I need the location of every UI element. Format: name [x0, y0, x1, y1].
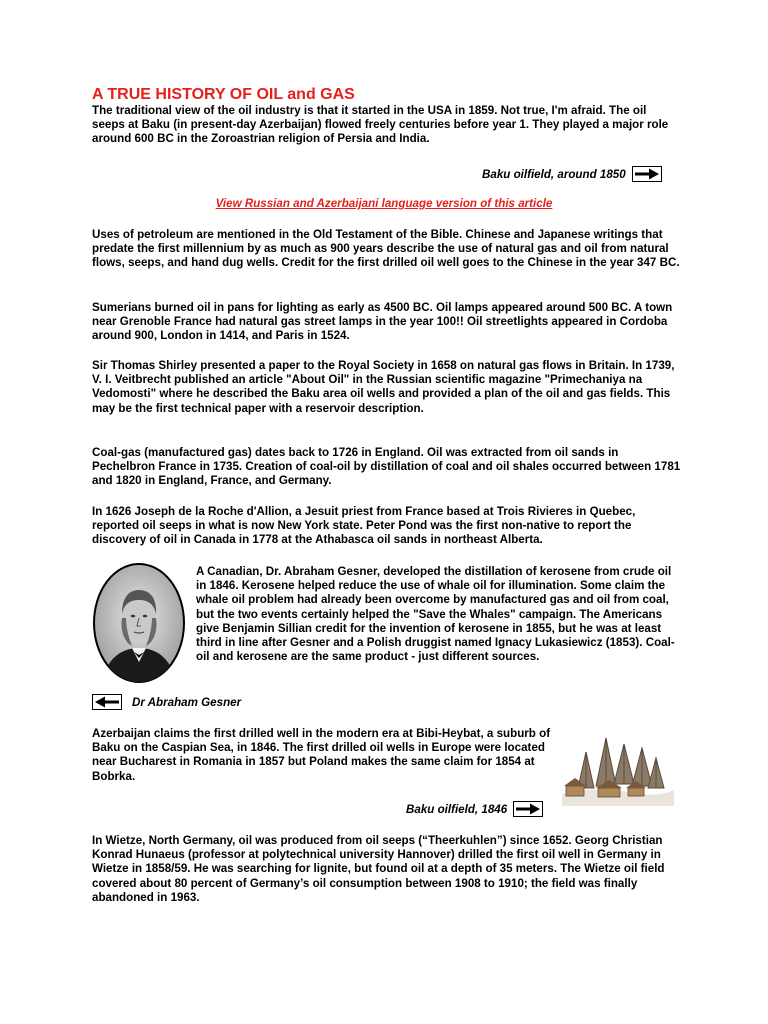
caption-gesner-text: Dr Abraham Gesner [132, 695, 242, 709]
arrow-left-icon[interactable] [92, 694, 122, 710]
caption-gesner[interactable] [92, 694, 241, 710]
caption-baku-1850[interactable] [482, 166, 662, 182]
intro-paragraph: The traditional view of the oil industry is that it started in the USA in 1859. Not true, I'm afraid. The oil seeps at Baku (in present-day Azerbaijan) flowed freely centuries before year 1. They played a major role around 600 BC in the Zoroastrian religion of Persia and India. [92, 104, 669, 146]
language-version-link[interactable]: View Russian and Azerbaijani language version of this article [215, 197, 553, 210]
arrow-right-icon[interactable] [632, 166, 662, 182]
paragraph-sumerians: Sumerians burned oil in pans for lighting as early as 4500 BC. Oil lamps appeared around 500 BC. A town near Grenoble France had natural gas street lamps in the year 100!! Oil streetlights appeared in Cordoba around 900, London in 1414, and Paris in 1524. [92, 301, 673, 343]
paragraph-bible: Uses of petroleum are mentioned in the Old Testament of the Bible. Chinese and Japanese writings that predate the first millennium by as much as 900 years describe the use of natural gas and oil from natural flows, seeps, and hand dug wells. Credit for the first drilled oil well goes to the Chinese in the year 347 BC. [92, 228, 680, 270]
paragraph-shirley: Sir Thomas Shirley presented a paper to the Royal Society in 1658 on natural gas flows in Britain. In 1739, V. I. Veitbrecht published an article "About Oil" in the Russian scientific magazine "Primechaniya na Vedomosti" where he described the Baku area oil wells and provided a plan of the oil and gas fields. This may be the first technical paper with a reservoir description. [92, 359, 675, 415]
caption-baku-1850-text: Baku oilfield, around 1850 [482, 167, 626, 181]
paragraph-azerbaijan: Azerbaijan claims the first drilled well in the modern era at Bibi-Heybat, a suburb of Baku on the Caspian Sea, in 1846. The first drilled oil wells in Europe were located near Bucharest in Romania in 1857 but Poland makes the same claim for 1854 at Bobrka. [92, 727, 551, 783]
caption-baku-1846[interactable] [406, 801, 543, 817]
page-title: A TRUE HISTORY OF OIL and GAS [92, 86, 355, 103]
caption-baku-1846-text: Baku oilfield, 1846 [406, 802, 508, 816]
paragraph-wietze: In Wietze, North Germany, oil was produced from oil seeps (“Theerkuhlen”) since 1652. Georg Christian Konrad Hunaeus (professor at polytechnical university Hannover) drilled the first oil well in Germany in Wietze in 1858/59. He was searching for lignite, but found oil at a depth of 35 meters. The Wietze oil field covered about 80 percent of Germany’s oil consumption between 1908 to 1910; the field was finally abandoned in 1963. [92, 834, 665, 904]
baku-oilfield-sketch [558, 728, 676, 806]
paragraph-allion: In 1626 Joseph de la Roche d'Allion, a Jesuit priest from France based at Trois Rivieres in Quebec, reported oil seeps in what is now New York state. Peter Pond was the first non-native to report the discovery of oil in Canada in 1778 at the Athabasca oil sands in northeast Alberta. [92, 505, 636, 547]
paragraph-coalgas: Coal-gas (manufactured gas) dates back to 1726 in England. Oil was extracted from oil sands in Pechelbron France in 1735. Creation of coal-oil by distillation of coal and oil shales occurred between 1781 and 1820 in England, France, and Germany. [92, 446, 681, 488]
arrow-right-icon[interactable] [513, 801, 543, 817]
gesner-portrait [92, 562, 186, 684]
paragraph-gesner: A Canadian, Dr. Abraham Gesner, developed the distillation of kerosene from crude oil in 1846. Kerosene helped reduce the use of whale oil for illumination. Some claim the whale oil problem had already been overcome by manufactured gas and oil from coal, but the two events certainly helped the "Save the Whales" campaign. The Americans give Benjamin Sillian credit for the invention of kerosene in 1855, but he was at least third in line after Gesner and a Polish druggist named Ignacy Lukasiewicz (1853). Coal-oil and kerosene are the same product - just different sources. [196, 565, 675, 664]
